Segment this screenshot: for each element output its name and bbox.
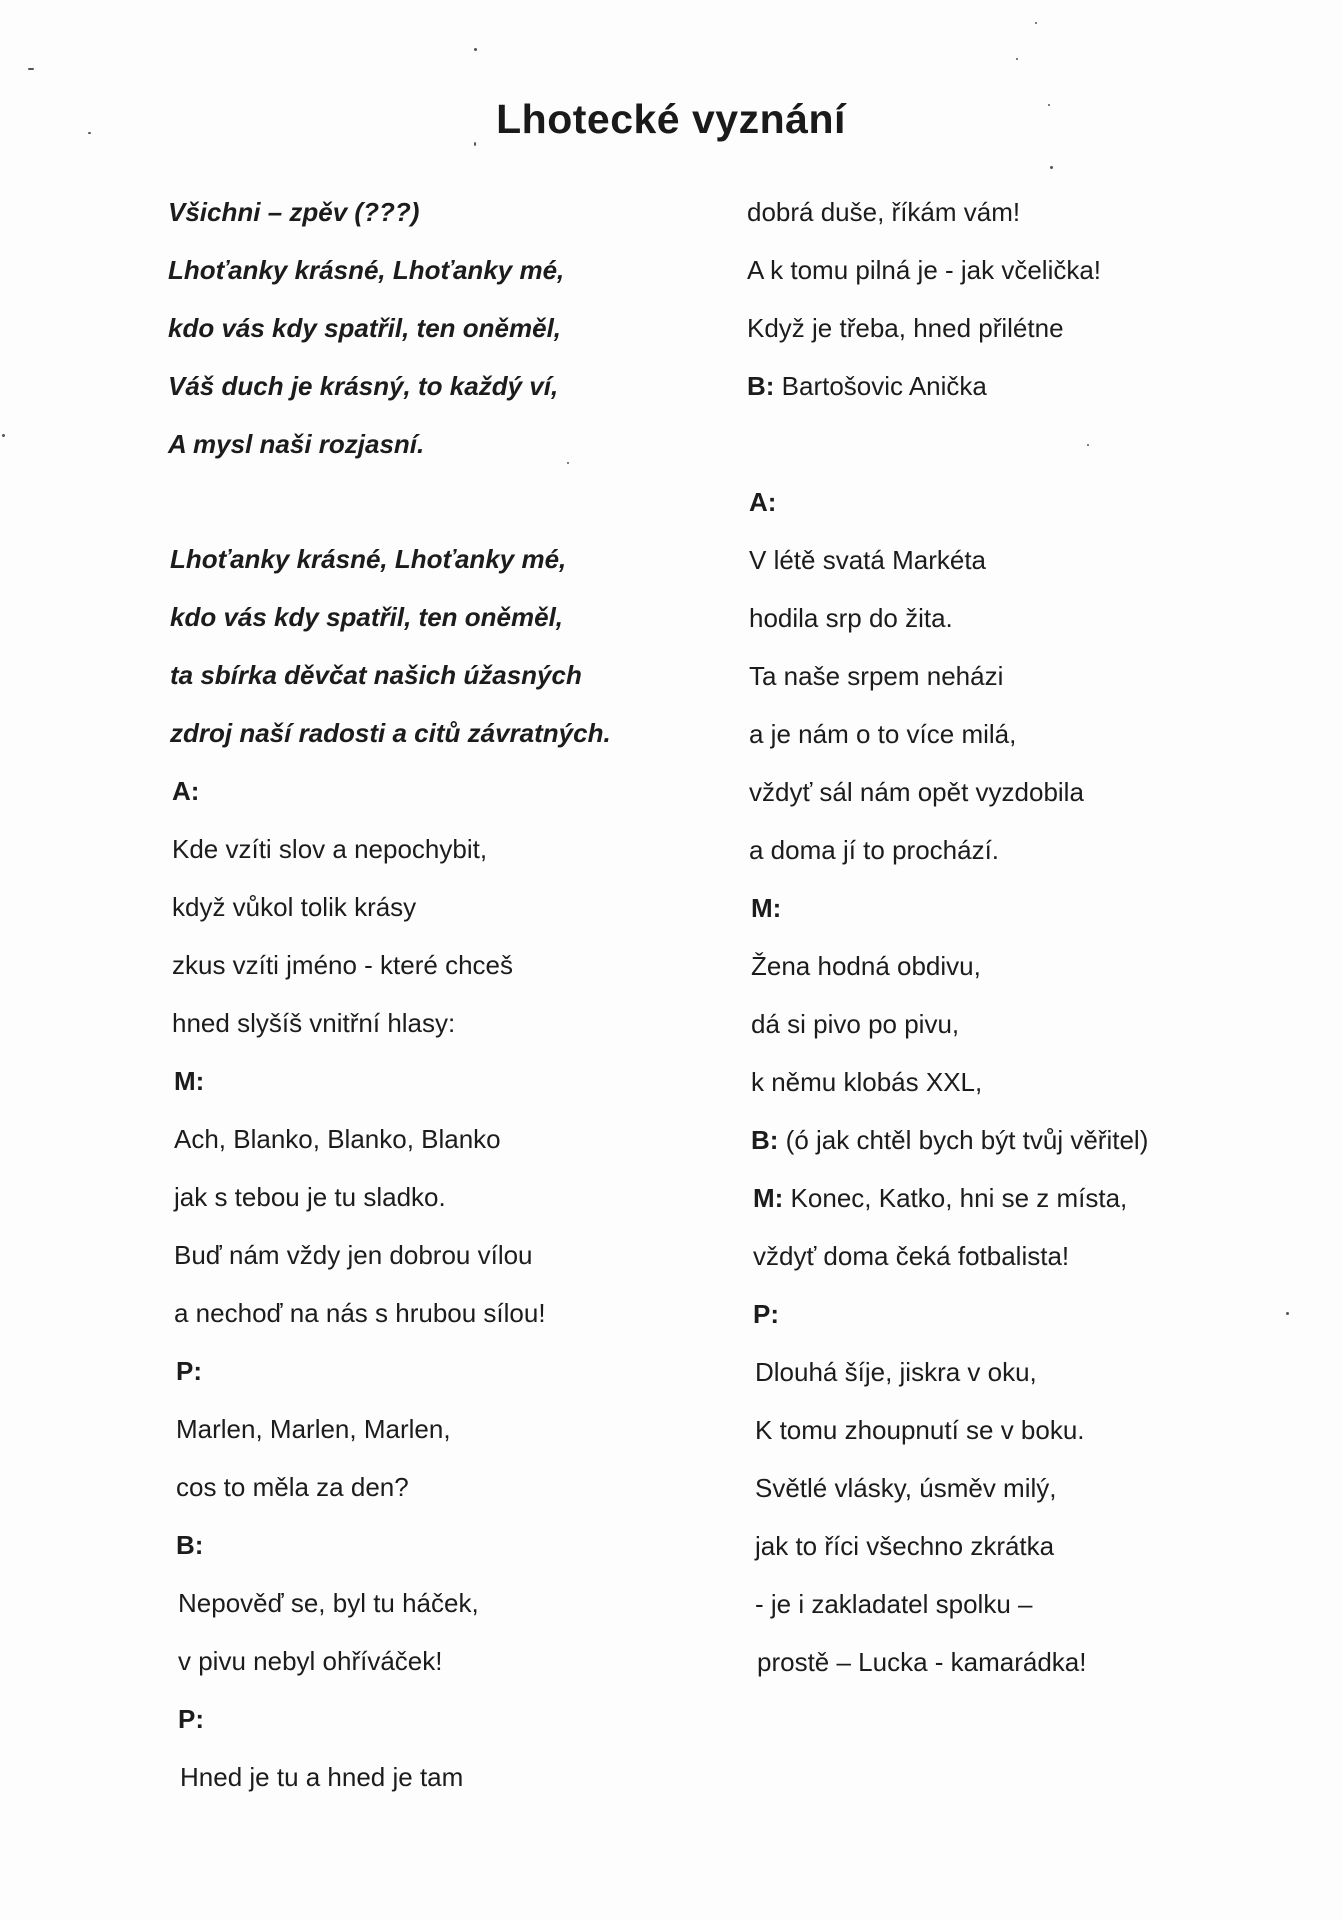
scan-speck: [1087, 444, 1089, 446]
speaker-label: B:: [176, 1530, 204, 1560]
verse-line: A mysl naši rozjasní.: [168, 429, 425, 459]
verse-line: Lhoťanky krásné, Lhoťanky mé,: [170, 544, 567, 574]
text-line: vždyť sál nám opět vyzdobila: [749, 777, 1084, 807]
scan-speck: [474, 142, 476, 146]
text-line: A k tomu pilná je - jak včelička!: [747, 255, 1102, 285]
text-line: hned slyšíš vnitřní hlasy:: [172, 1008, 456, 1038]
text-line: Nepověď se, byl tu háček,: [178, 1588, 479, 1618]
scan-speck: [2, 434, 5, 437]
speaker-label: M:: [174, 1066, 205, 1096]
text-line: cos to měla za den?: [176, 1472, 409, 1502]
line-text: Bartošovic Anička: [774, 371, 987, 401]
text-line: a doma jí to prochází.: [749, 835, 1000, 865]
text-line: Když je třeba, hned přilétne: [747, 313, 1064, 343]
line-text: Konec, Katko, hni se z místa,: [783, 1183, 1128, 1213]
verse-line: kdo vás kdy spatřil, ten oněměl,: [170, 602, 564, 632]
speaker-label: P:: [753, 1299, 779, 1329]
text-line: k němu klobás XXL,: [751, 1067, 983, 1097]
speaker-label: B:: [747, 371, 775, 401]
verse-line: Všichni – zpěv (???): [168, 197, 420, 227]
line-text: (ó jak chtěl bych být tvůj věřitel): [778, 1125, 1149, 1155]
labeled-line: [747, 369, 987, 403]
text-line: K tomu zhoupnutí se v boku.: [755, 1415, 1085, 1445]
text-line: Buď nám vždy jen dobrou vílou: [174, 1240, 533, 1270]
scan-speck: [567, 462, 569, 464]
text-line: dobrá duše, říkám vám!: [747, 197, 1021, 227]
text-line: vždyť doma čeká fotbalista!: [753, 1241, 1070, 1271]
verse-line: Lhoťanky krásné, Lhoťanky mé,: [168, 255, 565, 285]
text-line: když vůkol tolik krásy: [172, 892, 417, 922]
verse-line: Váš duch je krásný, to každý ví,: [168, 371, 559, 401]
speaker-label: P:: [178, 1704, 204, 1734]
text-line: a je nám o to více milá,: [749, 719, 1017, 749]
speaker-label: A:: [172, 776, 200, 806]
labeled-line: [753, 1181, 1127, 1215]
text-line: jak s tebou je tu sladko.: [174, 1182, 446, 1212]
labeled-line: [751, 1123, 1148, 1157]
text-line: v pivu nebyl ohříváček!: [178, 1646, 443, 1676]
text-line: V létě svatá Markéta: [749, 545, 986, 575]
text-line: jak to říci všechno zkrátka: [755, 1531, 1055, 1561]
text-line: a nechoď na nás s hrubou sílou!: [174, 1298, 546, 1328]
text-line: Hned je tu a hned je tam: [180, 1762, 464, 1792]
scan-speck: [1035, 22, 1037, 24]
text-line: Kde vzíti slov a nepochybit,: [172, 834, 488, 864]
scan-speck: [88, 132, 91, 134]
text-line: Dlouhá šíje, jiskra v oku,: [755, 1357, 1037, 1387]
speaker-label: M:: [751, 893, 782, 923]
text-line: hodila srp do žita.: [749, 603, 953, 633]
text-line: prostě – Lucka - kamarádka!: [757, 1647, 1087, 1677]
text-line: Marlen, Marlen, Marlen,: [176, 1414, 451, 1444]
speaker-label: M:: [753, 1183, 784, 1213]
page-title: Lhotecké vyznání: [496, 96, 846, 142]
verse-line: ta sbírka děvčat našich úžasných: [170, 660, 582, 690]
speaker-label: A:: [749, 487, 777, 517]
text-line: Ach, Blanko, Blanko, Blanko: [174, 1124, 501, 1154]
text-line: zkus vzíti jméno - které chceš: [172, 950, 513, 980]
verse-line: kdo vás kdy spatřil, ten oněměl,: [168, 313, 562, 343]
scan-speck: [28, 68, 34, 70]
verse-line: zdroj naší radosti a citů závratných.: [170, 718, 611, 748]
scan-speck: [1050, 166, 1053, 169]
text-line: Ta naše srpem neházi: [749, 661, 1004, 691]
scan-speck: [1048, 104, 1050, 106]
text-line: dá si pivo po pivu,: [751, 1009, 960, 1039]
scan-speck: [474, 48, 477, 51]
text-line: - je i zakladatel spolku –: [755, 1589, 1033, 1619]
text-line: Světlé vlásky, úsměv milý,: [755, 1473, 1057, 1503]
speaker-label: P:: [176, 1356, 202, 1386]
scan-speck: [1016, 58, 1018, 60]
text-line: Žena hodná obdivu,: [751, 951, 981, 981]
scan-speck: [1286, 1312, 1289, 1315]
speaker-label: B:: [751, 1125, 779, 1155]
